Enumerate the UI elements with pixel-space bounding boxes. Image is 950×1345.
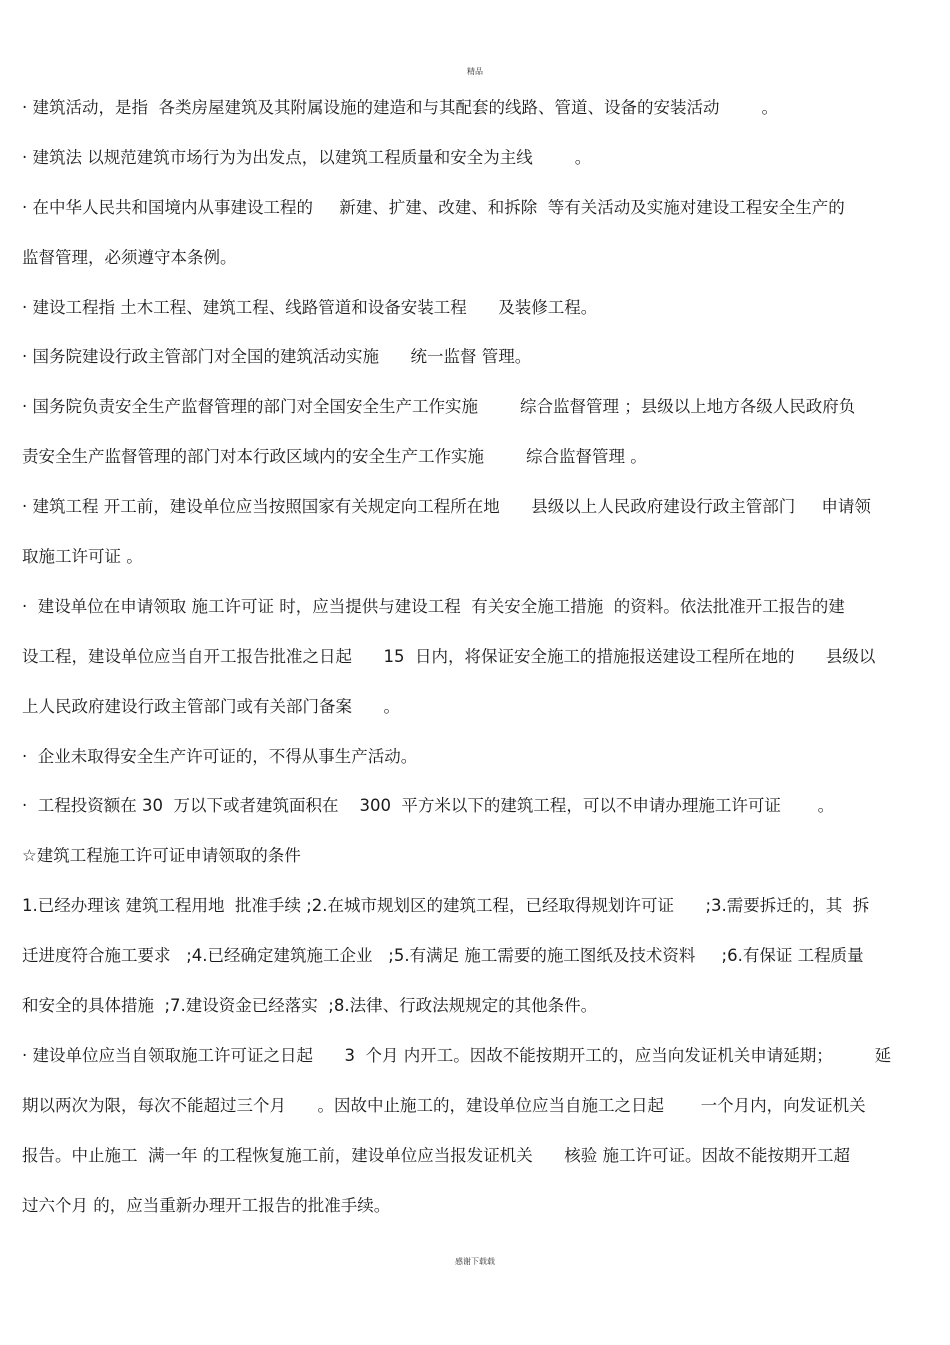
text-line: · 建设单位在申请领取 施工许可证 时，应当提供与建设工程 有关安全施工措施 的资料。依法批准开工报告的建	[22, 596, 845, 616]
text-line: 1.已经办理该 建筑工程用地 批准手续 ;2.在城市规划区的建筑工程，已经取得规划许可证 ;3.需要拆迁的，其 拆	[22, 896, 870, 916]
text-line: 监督管理，必须遵守本条例。	[22, 247, 237, 267]
section-heading: ☆建筑工程施工许可证申请领取的条件	[22, 846, 301, 866]
document-body	[22, 88, 932, 1235]
text-line: 报告。中止施工 满一年 的工程恢复施工前，建设单位应当报发证机关 核验 施工许可证。因故不能按期开工超	[22, 1145, 850, 1165]
text-line: 和安全的具体措施 ;7.建设资金已经落实 ;8.法律、行政法规规定的其他条件。	[22, 996, 598, 1016]
text-line: · 企业未取得安全生产许可证的，不得从事生产活动。	[22, 746, 418, 766]
text-line: 上人民政府建设行政主管部门或有关部门备案 。	[22, 696, 400, 716]
text-line: · 工程投资额在 30 万以下或者建筑面积在 300 平方米以下的建筑工程，可以不申请办理施工许可证 。	[22, 796, 835, 816]
text-line: 取施工许可证 。	[22, 547, 143, 567]
text-line: 设工程，建设单位应当自开工报告批准之日起 15 日内，将保证安全施工的措施报送建设工程所在地的 县级以	[22, 646, 876, 666]
text-line: 过六个月 的，应当重新办理开工报告的批准手续。	[22, 1195, 391, 1215]
text-line: 责安全生产监督管理的部门对本行政区域内的安全生产工作实施 综合监督管理 。	[22, 447, 647, 467]
text-line: · 建筑法 以规范建筑市场行为为出发点，以建筑工程质量和安全为主线 。	[22, 147, 592, 167]
text-line: · 建设工程指 土木工程、建筑工程、线路管道和设备安装工程 及装修工程。	[22, 297, 598, 317]
page-header: 精品	[467, 67, 483, 76]
text-line: · 建设单位应当自领取施工许可证之日起 3 个月 内开工。因故不能按期开工的，应当向发证机关申请延期； 延	[22, 1045, 892, 1065]
text-line: · 建筑活动，是指 各类房屋建筑及其附属设施的建造和与其配套的线路、管道、设备的安装活动 。	[22, 98, 778, 117]
text-line: 迁进度符合施工要求 ;4.已经确定建筑施工企业 ;5.有满足 施工需要的施工图纸及技术资料 ;6.有保证 工程质量	[22, 946, 864, 966]
text-line: · 国务院建设行政主管部门对全国的建筑活动实施 统一监督 管理。	[22, 347, 532, 367]
page-footer: 感谢下载载	[455, 1257, 495, 1266]
text-line: · 在中华人民共和国境内从事建设工程的 新建、扩建、改建、和拆除 等有关活动及实施对建设工程安全生产的	[22, 197, 845, 217]
text-line: · 国务院负责安全生产监督管理的部门对全国安全生产工作实施 综合监督管理 ；县级以上地方各级人民政府负	[22, 397, 856, 417]
text-line: · 建筑工程 开工前，建设单位应当按照国家有关规定向工程所在地 县级以上人民政府建设行政主管部门 申请领	[22, 497, 871, 517]
text-line: 期以两次为限，每次不能超过三个月 。因故中止施工的，建设单位应当自施工之日起 一个月内，向发证机关	[22, 1095, 866, 1115]
